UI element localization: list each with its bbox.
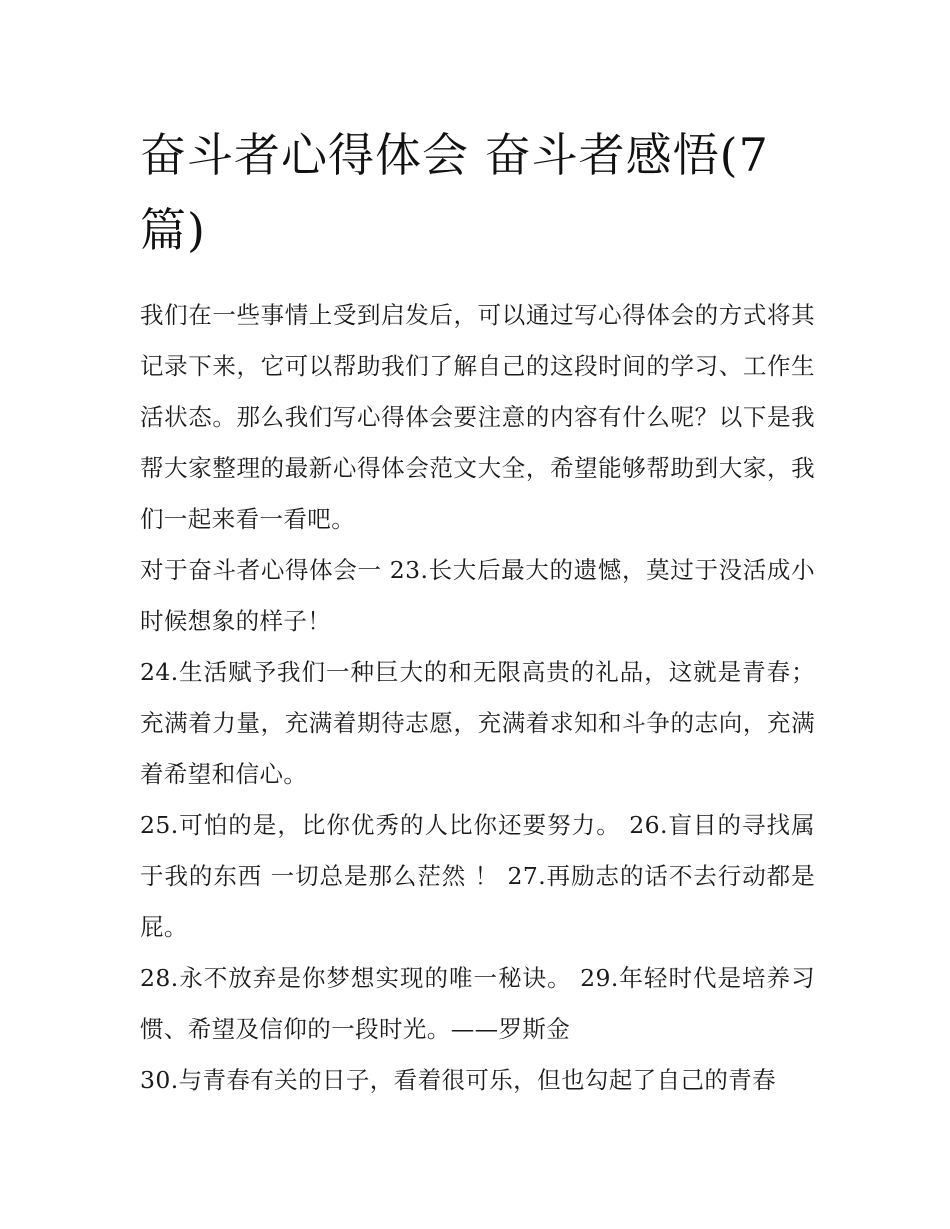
quote-paragraph-28-29: 28.永不放弃是你梦想实现的唯一秘诀。 29.年轻时代是培养习惯、希望及信仰的一段时光。——罗斯金 [140, 964, 815, 1043]
document-title: 奋斗者心得体会 奋斗者感悟(7篇) [140, 128, 769, 257]
document-body [140, 118, 815, 1106]
quote-paragraph-23: 对于奋斗者心得体会一 23.长大后最大的遗憾，莫过于没活成小时候想象的样子！ [140, 556, 815, 635]
quote-paragraph-25-27: 25.可怕的是，比你优秀的人比你还要努力。 26.盲目的寻找属于我的东西 一切总是那么茫然 ！ 27.再励志的话不去行动都是屁。 [140, 811, 815, 941]
quote-paragraph-30: 30.与青春有关的日子，看着很可乐，但也勾起了自己的青春 [140, 1066, 777, 1094]
intro-paragraph: 我们在一些事情上受到启发后，可以通过写心得体会的方式将其记录下来，它可以帮助我们了解自己的这段时间的学习、工作生活状态。那么我们写心得体会要注意的内容有什么呢？以下是我帮大家整理的最新心得体会范文大全，希望能够帮助到大家，我们一起来看一看吧。 [140, 301, 815, 533]
quote-paragraph-24: 24.生活赋予我们一种巨大的和无限高贵的礼品，这就是青春；充满着力量，充满着期待志愿，充满着求知和斗争的志向，充满着希望和信心。 [140, 658, 815, 788]
